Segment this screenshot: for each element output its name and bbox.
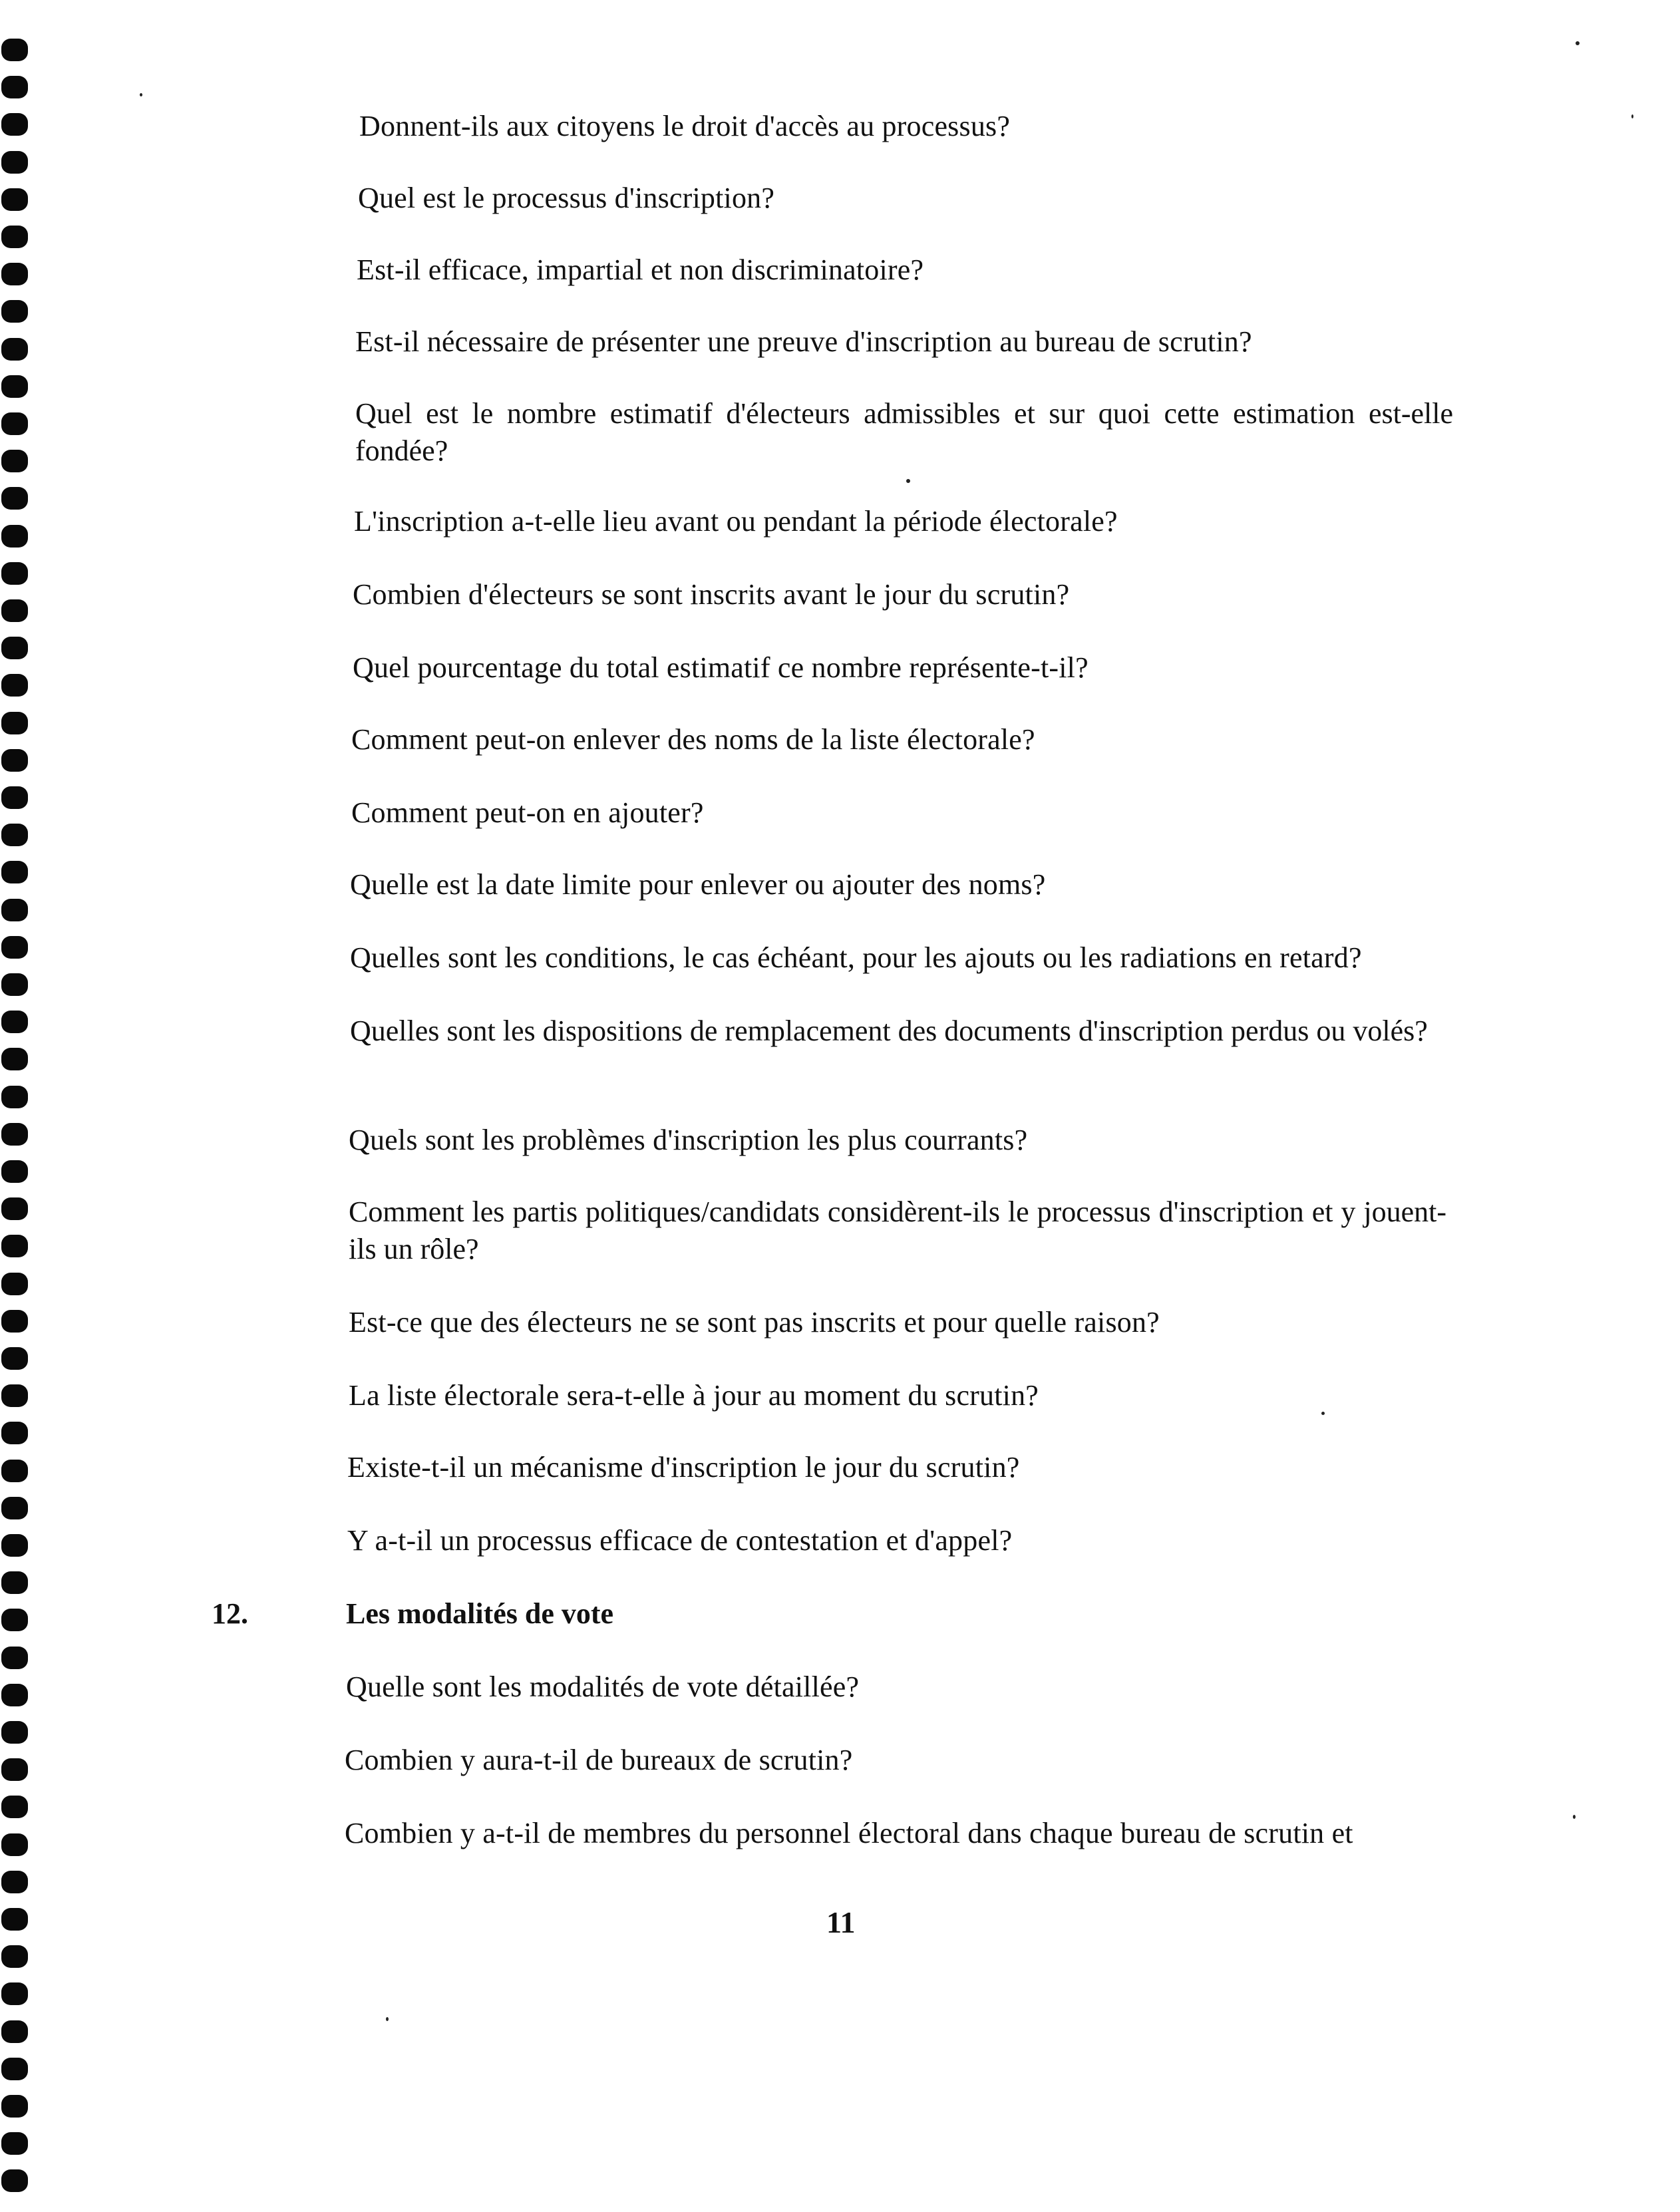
binder-hole bbox=[1, 76, 28, 98]
binder-hole bbox=[1, 749, 28, 772]
question-paragraph: Comment les partis politiques/candidats considèrent-ils le processus d'inscription et y jouent-ils un rôle? bbox=[349, 1195, 1446, 1265]
binder-hole bbox=[1, 562, 28, 585]
question-line: Est-ce que des électeurs ne se sont pas inscrits et pour quelle raison? bbox=[349, 1306, 1160, 1339]
binder-hole bbox=[1, 300, 28, 323]
binder-hole bbox=[1, 412, 28, 435]
question-paragraph: Quelles sont les dispositions de remplacement des documents d'inscription perdus ou volés? bbox=[350, 1015, 1428, 1047]
binder-hole bbox=[1, 39, 28, 61]
question-line: Existe-t-il un mécanisme d'inscription le jour du scrutin? bbox=[347, 1451, 1020, 1484]
section-title: Les modalités de vote bbox=[346, 1597, 614, 1630]
page-number: 11 bbox=[826, 1905, 856, 1939]
binder-hole bbox=[1, 1534, 28, 1557]
binder-hole bbox=[1, 2169, 28, 2192]
scan-speck bbox=[1576, 41, 1580, 45]
binder-hole bbox=[1, 861, 28, 883]
binder-hole bbox=[1, 1384, 28, 1407]
question-line: Quel est le processus d'inscription? bbox=[358, 182, 775, 214]
binder-hole bbox=[1, 1347, 28, 1370]
section-number: 12. bbox=[212, 1597, 248, 1630]
binder-hole bbox=[1, 1497, 28, 1519]
binder-hole bbox=[1, 1908, 28, 1931]
binder-hole bbox=[1, 1048, 28, 1070]
question-paragraph: Quel est le nombre estimatif d'électeurs admissibles et sur quoi cette estimation est-elle fondée? bbox=[355, 397, 1453, 467]
scan-speck bbox=[140, 93, 142, 96]
binder-hole bbox=[1, 2058, 28, 2080]
binder-hole bbox=[1, 712, 28, 734]
question-line: La liste électorale sera-t-elle à jour au moment du scrutin? bbox=[349, 1379, 1039, 1412]
binder-hole bbox=[1, 151, 28, 174]
binder-hole bbox=[1, 1235, 28, 1257]
binder-hole bbox=[1, 375, 28, 398]
binder-hole bbox=[1, 1160, 28, 1183]
binder-hole bbox=[1, 338, 28, 361]
binder-hole bbox=[1, 1647, 28, 1669]
scan-speck bbox=[906, 479, 910, 483]
binder-hole bbox=[1, 188, 28, 211]
scan-speck bbox=[1573, 1815, 1576, 1819]
binder-hole bbox=[1, 113, 28, 136]
binder-hole bbox=[1, 637, 28, 659]
binder-hole bbox=[1, 226, 28, 248]
question-line: Donnent-ils aux citoyens le droit d'accès au processus? bbox=[359, 110, 1011, 142]
question-line: Est-il efficace, impartial et non discriminatoire? bbox=[357, 253, 924, 286]
binder-hole bbox=[1, 1758, 28, 1781]
binder-hole bbox=[1, 450, 28, 472]
binder-hole bbox=[1, 1571, 28, 1594]
question-line: L'inscription a-t-elle lieu avant ou pendant la période électorale? bbox=[354, 505, 1118, 538]
question-line: Comment peut-on enlever des noms de la liste électorale? bbox=[351, 723, 1035, 756]
binder-hole bbox=[1, 1609, 28, 1631]
binder-hole bbox=[1, 1945, 28, 1968]
binder-hole bbox=[1, 824, 28, 846]
binder-hole bbox=[1, 973, 28, 996]
binder-hole bbox=[1, 525, 28, 548]
question-line: Quelle sont les modalités de vote détaillée? bbox=[346, 1670, 860, 1703]
binder-hole bbox=[1, 1684, 28, 1706]
binder-hole bbox=[1, 2020, 28, 2043]
binder-hole bbox=[1, 1796, 28, 1818]
question-line: Est-il nécessaire de présenter une preuve d'inscription au bureau de scrutin? bbox=[355, 325, 1252, 358]
binder-hole bbox=[1, 599, 28, 622]
binder-hole bbox=[1, 1197, 28, 1220]
binder-hole bbox=[1, 1982, 28, 2005]
binder-hole bbox=[1, 674, 28, 697]
binder-hole bbox=[1, 1460, 28, 1482]
binder-hole bbox=[1, 2132, 28, 2155]
binder-hole bbox=[1, 936, 28, 959]
binder-hole bbox=[1, 2095, 28, 2118]
binder-hole bbox=[1, 1273, 28, 1295]
question-line: Combien d'électeurs se sont inscrits avant le jour du scrutin? bbox=[353, 578, 1070, 611]
binder-hole bbox=[1, 1310, 28, 1333]
binder-hole bbox=[1, 1833, 28, 1856]
question-line: Quelle est la date limite pour enlever ou ajouter des noms? bbox=[350, 868, 1046, 901]
question-line: Quel pourcentage du total estimatif ce nombre représente-t-il? bbox=[353, 651, 1089, 684]
binder-hole bbox=[1, 1123, 28, 1146]
binder-hole bbox=[1, 786, 28, 809]
binder-hole bbox=[1, 263, 28, 285]
binder-hole bbox=[1, 1871, 28, 1893]
binder-hole bbox=[1, 1422, 28, 1444]
question-line: Quels sont les problèmes d'inscription les plus courrants? bbox=[349, 1124, 1028, 1156]
binder-hole bbox=[1, 1721, 28, 1744]
binder-hole bbox=[1, 1086, 28, 1108]
scan-speck bbox=[1631, 114, 1633, 118]
binder-holes bbox=[0, 0, 40, 2212]
binder-hole bbox=[1, 487, 28, 510]
scan-speck bbox=[1321, 1412, 1325, 1415]
binder-hole bbox=[1, 899, 28, 921]
question-line: Combien y aura-t-il de bureaux de scrutin? bbox=[345, 1744, 853, 1776]
question-line: Comment peut-on en ajouter? bbox=[351, 796, 704, 829]
binder-hole bbox=[1, 1011, 28, 1033]
question-line: Y a-t-il un processus efficace de contestation et d'appel? bbox=[347, 1524, 1013, 1557]
scan-speck bbox=[386, 2017, 389, 2021]
question-line: Quelles sont les conditions, le cas échéant, pour les ajouts ou les radiations en retard? bbox=[350, 941, 1362, 974]
question-line: Combien y a-t-il de membres du personnel électoral dans chaque bureau de scrutin et bbox=[345, 1817, 1353, 1849]
